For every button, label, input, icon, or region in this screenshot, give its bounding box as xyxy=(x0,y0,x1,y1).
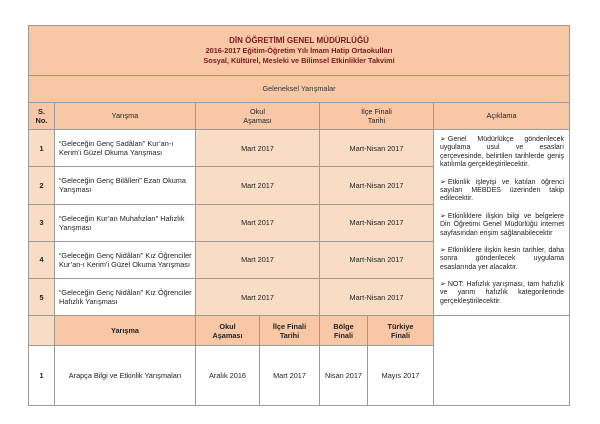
col-header-region-final: Bölge Finali xyxy=(320,316,368,346)
school-stage-date: Aralık 2016 xyxy=(196,346,260,406)
competition-name: “Geleceğin Kur’an Muhafızları” Hafızlık Yarışması xyxy=(55,204,196,241)
district-final-date: Mart-Nisan 2017 xyxy=(320,279,434,316)
arrow-bullet-icon: ➢ xyxy=(440,246,446,254)
row-number: 5 xyxy=(29,279,55,316)
district-final-date: Mart 2017 xyxy=(260,346,320,406)
school-stage-date: Mart 2017 xyxy=(196,279,320,316)
school-stage-date: Mart 2017 xyxy=(196,130,320,167)
col-header-explanation: Açıklama xyxy=(434,103,570,130)
col-header-district-final-2: İlçe Finali Tarihi xyxy=(260,316,320,346)
col-header-district-final: İlçe Finali Tarihi xyxy=(320,103,434,130)
col-header-school-stage: Okul Aşaması xyxy=(196,103,320,130)
header-line-1: DİN ÖĞRETİMİ GENEL MÜDÜRLÜĞÜ xyxy=(229,36,369,46)
row-number: 2 xyxy=(29,167,55,204)
col-header-competition: Yarışma xyxy=(55,103,196,130)
competition-name: Arapça Bilgi ve Etkinlik Yarışmaları xyxy=(55,346,196,406)
explanation-item: ➢ Etkinliklere ilişkin bilgi ve belgelere Din Öğretimi Genel Müdürlüğü internet sayfasından erişim sağlanabilecektir xyxy=(440,212,565,237)
explanation-item: ➢ Etkinliklere ilişkin kesin tarihler, daha sonra gönderilecek uygulama esaslarında yer alacaktır. xyxy=(440,246,565,271)
district-final-date: Mart-Nisan 2017 xyxy=(320,167,434,204)
region-final-date: Nisan 2017 xyxy=(320,346,368,406)
calendar-table xyxy=(28,25,570,406)
turkey-final-date: Mayıs 2017 xyxy=(368,346,434,406)
col-header-no: S. No. xyxy=(29,103,55,130)
header-line-3: Sosyal, Kültürel, Mesleki ve Bilimsel Etkinlikler Takvimi xyxy=(203,55,395,65)
arrow-bullet-icon: ➢ xyxy=(440,136,446,143)
competition-name: “Geleceğin Genç Bilâlleri” Ezan Okuma Yarışması xyxy=(55,167,196,204)
row-number: 1 xyxy=(29,346,55,406)
explanation-panel xyxy=(434,130,570,316)
explanation-item: ➢ Genel Müdürlükçe gönderilecek uygulama usul ve esasları çerçevesinde, belirtilen tarihlerde geniş katılımla gerçekleştirilecektir. xyxy=(440,136,565,169)
arrow-bullet-icon: ➢ xyxy=(440,281,446,289)
arrow-bullet-icon: ➢ xyxy=(440,212,446,220)
explanation-item: ➢ Etkinlik işleyişi ve katılan öğrenci sayıları MEBDES üzerinden takip edilecektir. xyxy=(440,178,565,203)
school-stage-date: Mart 2017 xyxy=(196,204,320,241)
row-number: 4 xyxy=(29,241,55,278)
competition-name: “Geleceğin Genç Nidâları” Kız Öğrenciler Hafızlık Yarışması xyxy=(55,279,196,316)
col-header-competition-2: Yarışma xyxy=(55,316,196,346)
explanation-blank xyxy=(434,316,570,406)
blank-cell xyxy=(29,316,55,346)
calendar-sheet xyxy=(28,25,569,393)
document-header xyxy=(29,26,570,76)
col-header-turkey-final: Türkiye Finali xyxy=(368,316,434,346)
school-stage-date: Mart 2017 xyxy=(196,167,320,204)
explanation-item: ➢ NOT: Hafızlık yarışması, tam hafızlık ve yarım hafızlık kategorilerinde gerçekleştirilecektir. xyxy=(440,281,565,305)
header-line-2: 2016-2017 Eğitim-Öğretim Yılı İmam Hatip Ortaokulları xyxy=(205,46,393,56)
arrow-bullet-icon: ➢ xyxy=(440,178,446,186)
col-header-school-stage-2: Okul Aşaması xyxy=(196,316,260,346)
row-number: 3 xyxy=(29,204,55,241)
competition-name: “Geleceğin Genç Nidâları” Kız Öğrenciler Kur’an-ı Kerim’i Güzel Okuma Yarışması xyxy=(55,241,196,278)
row-number: 1 xyxy=(29,130,55,167)
district-final-date: Mart-Nisan 2017 xyxy=(320,204,434,241)
district-final-date: Mart-Nisan 2017 xyxy=(320,241,434,278)
district-final-date: Mart-Nisan 2017 xyxy=(320,130,434,167)
school-stage-date: Mart 2017 xyxy=(196,241,320,278)
section-title: Geleneksel Yarışmalar xyxy=(29,76,570,103)
competition-name: “Geleceğin Genç Sadâları” Kur’an-ı Kerim’i Güzel Okuma Yarışması xyxy=(55,130,196,167)
